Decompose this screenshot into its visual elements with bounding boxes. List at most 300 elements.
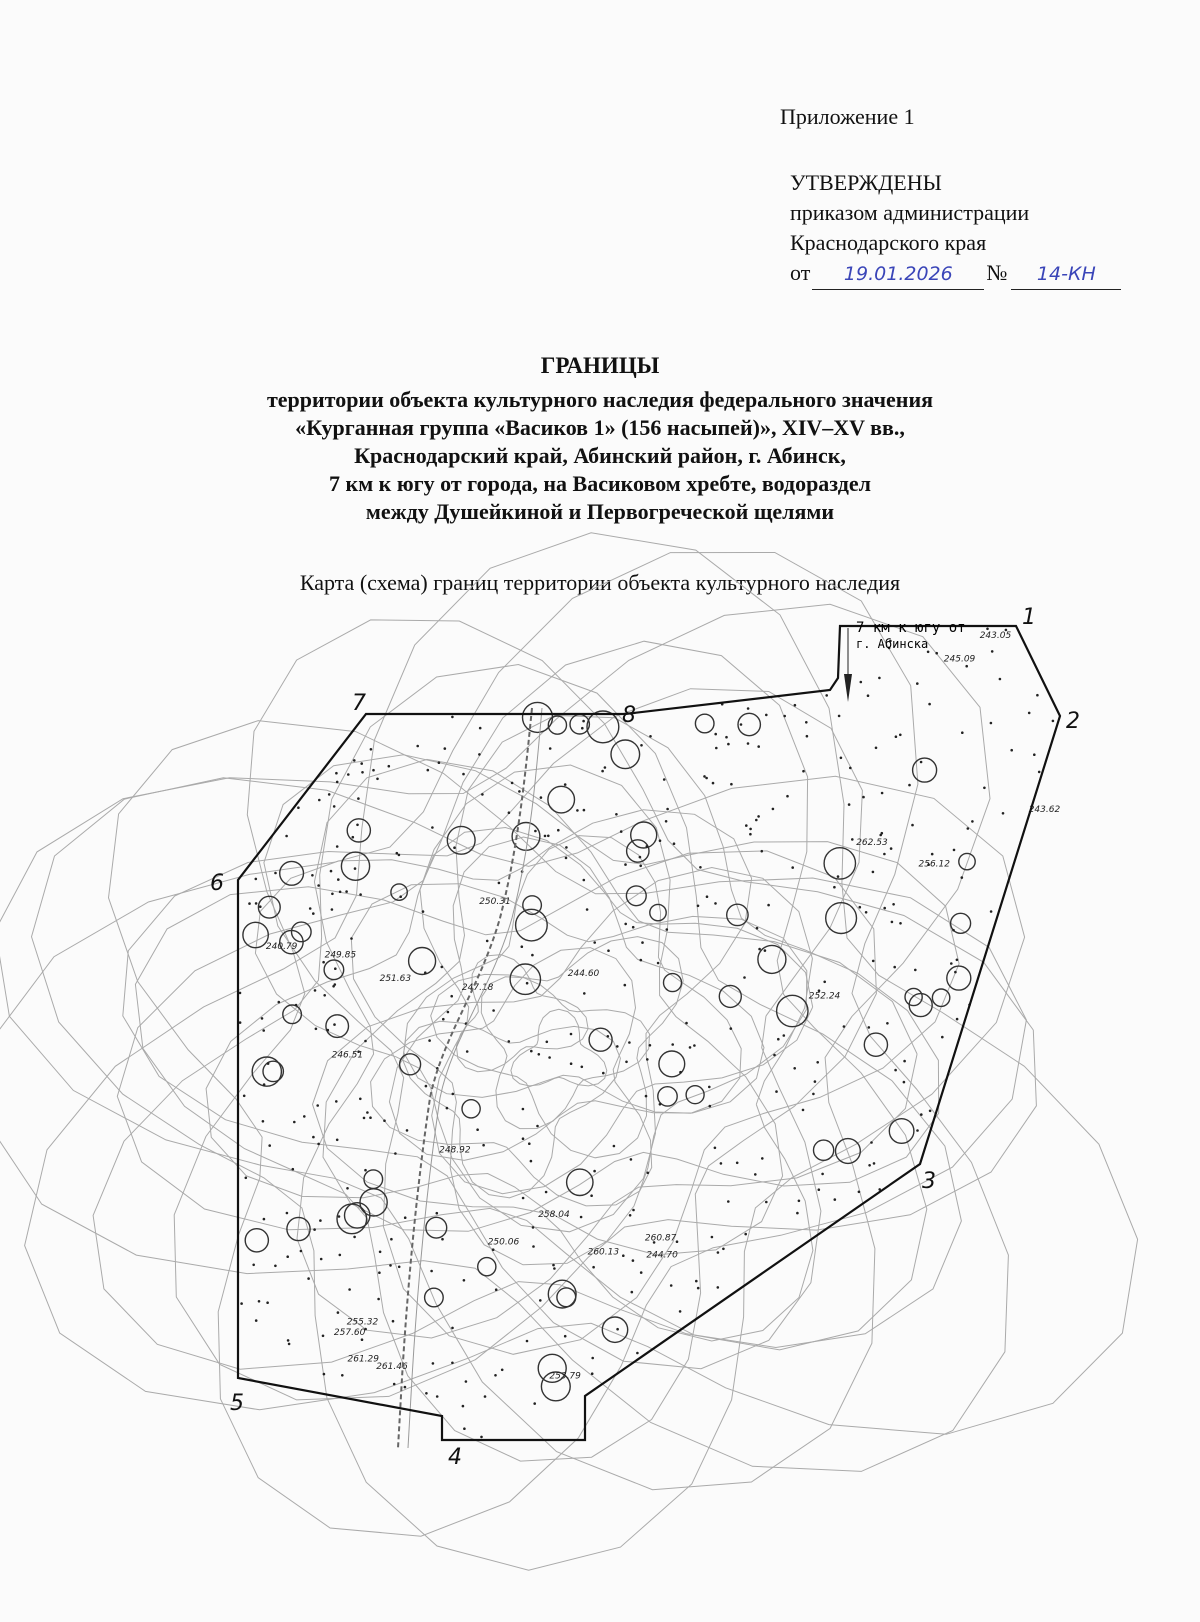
survey-point xyxy=(685,1022,688,1025)
location-note-line1: 7 км к югу от xyxy=(856,620,966,636)
survey-point xyxy=(858,1191,861,1194)
survey-point xyxy=(353,759,356,762)
survey-point xyxy=(479,727,482,730)
survey-point xyxy=(361,771,364,774)
survey-point xyxy=(334,967,337,970)
survey-point xyxy=(717,1251,720,1254)
survey-point xyxy=(892,903,895,906)
survey-point xyxy=(714,1147,717,1150)
burial-mound xyxy=(836,1139,861,1164)
corner-point-4: 4 xyxy=(448,1445,462,1470)
survey-point xyxy=(816,1061,819,1064)
survey-point xyxy=(695,1280,698,1283)
survey-point xyxy=(336,1139,339,1142)
elevation-label: 251.63 xyxy=(379,973,412,984)
survey-point xyxy=(388,765,391,768)
survey-point xyxy=(508,1040,511,1043)
survey-point xyxy=(649,1044,652,1047)
survey-point xyxy=(711,1236,714,1239)
survey-point xyxy=(613,1145,616,1148)
survey-point xyxy=(345,890,348,893)
survey-point xyxy=(786,795,789,798)
survey-point xyxy=(312,1136,315,1139)
survey-point xyxy=(462,773,465,776)
survey-point xyxy=(990,910,993,913)
survey-point xyxy=(986,628,989,631)
elevation-label: 250.06 xyxy=(487,1237,520,1248)
burial-mound xyxy=(548,1280,576,1308)
elevation-label: 250.31 xyxy=(479,897,511,908)
survey-point xyxy=(709,1105,712,1108)
survey-point xyxy=(899,922,902,925)
corner-point-8: 8 xyxy=(622,703,636,728)
survey-point xyxy=(722,1248,725,1251)
document-title xyxy=(0,352,1200,526)
survey-point xyxy=(767,904,770,907)
burial-mound xyxy=(932,989,949,1006)
title-line: Краснодарский край, Абинский район, г. Абинск, xyxy=(354,443,846,468)
survey-point xyxy=(645,1095,648,1098)
survey-point xyxy=(398,1266,401,1269)
survey-point xyxy=(262,1120,265,1123)
survey-point xyxy=(547,835,550,838)
road-track-edge xyxy=(408,708,542,1448)
contour-line xyxy=(109,721,1027,1537)
survey-point xyxy=(616,1328,619,1331)
survey-point xyxy=(286,1255,289,1258)
survey-point xyxy=(965,665,968,668)
burial-mound xyxy=(263,1061,283,1081)
survey-point xyxy=(328,793,331,796)
survey-point xyxy=(765,714,768,717)
burial-mound xyxy=(364,1170,383,1189)
survey-point xyxy=(843,1025,846,1028)
survey-point xyxy=(717,1286,720,1289)
survey-point xyxy=(570,1033,573,1036)
burial-mound xyxy=(548,786,575,813)
survey-point xyxy=(399,895,402,898)
survey-point xyxy=(783,1034,786,1037)
title-line: «Курганная группа «Васиков 1» (156 насыпей)», XIV–XV вв., xyxy=(295,415,905,440)
survey-point xyxy=(908,784,911,787)
survey-point xyxy=(451,716,454,719)
survey-point xyxy=(625,1061,628,1064)
elevation-label: 255.32 xyxy=(346,1317,379,1328)
survey-point xyxy=(640,1271,643,1274)
survey-point xyxy=(920,1113,923,1116)
approval-date-line xyxy=(790,258,1121,290)
survey-point xyxy=(522,1197,525,1200)
elevation-label: 260.13 xyxy=(587,1247,620,1258)
survey-point xyxy=(956,959,959,962)
corner-point-2: 2 xyxy=(1066,709,1080,734)
survey-point xyxy=(665,820,668,823)
survey-point xyxy=(549,747,552,750)
survey-point xyxy=(607,1035,610,1038)
survey-point xyxy=(530,1160,533,1163)
burial-mound xyxy=(814,1140,834,1160)
survey-point xyxy=(791,866,794,869)
survey-point xyxy=(859,906,862,909)
survey-point xyxy=(285,835,288,838)
survey-point xyxy=(615,813,618,816)
survey-point xyxy=(740,723,743,726)
survey-point xyxy=(447,1011,450,1014)
survey-point xyxy=(703,775,706,778)
survey-point xyxy=(697,905,700,908)
survey-point xyxy=(441,1238,444,1241)
burial-mound xyxy=(280,861,304,885)
burial-mound xyxy=(959,853,975,869)
burial-mound xyxy=(570,715,589,734)
contour-line xyxy=(389,837,764,1160)
survey-point xyxy=(424,971,427,974)
survey-point xyxy=(451,1362,454,1365)
survey-point xyxy=(720,1162,723,1165)
survey-point xyxy=(248,902,251,905)
survey-point xyxy=(526,982,529,985)
survey-point xyxy=(392,1320,395,1323)
survey-point xyxy=(636,1352,639,1355)
survey-point xyxy=(697,1287,700,1290)
survey-point xyxy=(581,727,584,730)
survey-point xyxy=(370,748,373,751)
elevation-label: 249.85 xyxy=(324,950,357,961)
burial-mound xyxy=(337,1204,367,1234)
survey-point xyxy=(620,830,623,833)
survey-point xyxy=(357,797,360,800)
survey-point xyxy=(366,1111,369,1114)
survey-point xyxy=(971,820,974,823)
survey-point xyxy=(1010,749,1013,752)
corner-point-5: 5 xyxy=(230,1391,244,1416)
burial-mound xyxy=(611,740,640,769)
survey-point xyxy=(312,912,315,915)
corner-point-3: 3 xyxy=(922,1169,936,1194)
contour-line xyxy=(135,851,876,1461)
survey-point xyxy=(430,1270,433,1273)
survey-point xyxy=(521,945,524,948)
burial-mound xyxy=(589,1028,612,1051)
survey-point xyxy=(346,1187,349,1190)
survey-point xyxy=(476,1128,479,1131)
survey-point xyxy=(339,1254,342,1257)
survey-point xyxy=(337,878,340,881)
survey-point xyxy=(935,652,938,655)
elevation-label: 244.70 xyxy=(646,1250,678,1261)
survey-point xyxy=(245,1177,248,1180)
survey-point xyxy=(482,1144,485,1147)
survey-point xyxy=(581,1066,584,1069)
survey-point xyxy=(540,796,543,799)
survey-point xyxy=(267,1062,270,1065)
corner-point-6: 6 xyxy=(210,871,224,896)
survey-point xyxy=(396,852,399,855)
survey-point xyxy=(339,891,342,894)
survey-point xyxy=(956,1018,959,1021)
survey-point xyxy=(438,761,441,764)
survey-point xyxy=(679,1310,682,1313)
survey-point xyxy=(873,1162,876,1165)
survey-point xyxy=(463,1279,466,1282)
survey-point xyxy=(331,908,334,911)
burial-mound xyxy=(631,822,657,848)
survey-point xyxy=(745,824,748,827)
survey-point xyxy=(508,811,511,814)
survey-point xyxy=(466,1050,469,1053)
survey-point xyxy=(532,1226,535,1229)
burial-mound xyxy=(567,1169,593,1195)
survey-point xyxy=(727,1200,730,1203)
survey-point xyxy=(895,735,898,738)
survey-point xyxy=(1036,694,1039,697)
survey-point xyxy=(714,733,717,736)
handwritten-date: 19.01.2026 xyxy=(812,259,984,290)
survey-point xyxy=(640,959,643,962)
survey-point xyxy=(495,1288,498,1291)
survey-point xyxy=(743,976,746,979)
survey-point xyxy=(725,736,728,739)
survey-point xyxy=(624,863,627,866)
survey-point xyxy=(548,1056,551,1059)
burial-mound xyxy=(824,848,855,879)
survey-point xyxy=(756,927,759,930)
survey-point xyxy=(360,762,363,765)
survey-point xyxy=(530,1050,533,1053)
survey-point xyxy=(359,1098,362,1101)
survey-point xyxy=(761,850,764,853)
survey-point xyxy=(865,911,868,914)
survey-point xyxy=(868,1164,871,1167)
approval-order-label: приказом администрации xyxy=(790,200,1030,225)
burial-mound xyxy=(905,988,922,1005)
survey-point xyxy=(802,770,805,773)
survey-point xyxy=(319,1219,322,1222)
survey-point xyxy=(255,878,258,881)
survey-point xyxy=(806,735,809,738)
survey-point xyxy=(840,757,843,760)
burial-mound xyxy=(426,1217,447,1238)
survey-point xyxy=(1033,753,1036,756)
burial-mound xyxy=(686,1086,704,1104)
survey-point xyxy=(406,1129,409,1132)
burial-mound xyxy=(523,702,553,732)
survey-point xyxy=(436,1395,439,1398)
survey-point xyxy=(330,870,333,873)
map-caption: Карта (схема) границ территории объекта культурного наследия xyxy=(299,570,901,595)
survey-point xyxy=(263,1083,266,1086)
survey-point xyxy=(715,747,718,750)
survey-point xyxy=(730,1027,733,1030)
survey-point xyxy=(848,803,851,806)
survey-point xyxy=(647,1172,650,1175)
title-heading: ГРАНИЦЫ xyxy=(540,353,660,378)
survey-point xyxy=(891,921,894,924)
survey-point xyxy=(862,796,865,799)
elevation-label: 243.62 xyxy=(1028,804,1061,815)
survey-point xyxy=(334,983,337,986)
survey-point xyxy=(749,828,752,831)
survey-point xyxy=(274,872,277,875)
survey-point xyxy=(990,722,993,725)
survey-point xyxy=(899,734,902,737)
survey-point xyxy=(557,829,560,832)
survey-point xyxy=(582,720,585,723)
burial-mound xyxy=(409,948,436,975)
elevation-label: 243.05 xyxy=(979,631,1012,642)
survey-point xyxy=(886,1022,889,1025)
survey-point xyxy=(544,835,547,838)
survey-point xyxy=(860,681,863,684)
survey-point xyxy=(1028,712,1031,715)
contour-line xyxy=(0,553,1008,1472)
survey-point xyxy=(883,907,886,910)
burial-mound xyxy=(658,1087,677,1106)
survey-point xyxy=(278,1001,281,1004)
survey-point xyxy=(255,902,258,905)
survey-point xyxy=(747,707,750,710)
survey-point xyxy=(441,966,444,969)
survey-point xyxy=(991,650,994,653)
survey-point xyxy=(646,1058,649,1061)
survey-point xyxy=(307,1277,310,1280)
survey-point xyxy=(492,1248,495,1251)
survey-point xyxy=(604,766,607,769)
survey-point xyxy=(432,1362,435,1365)
survey-point xyxy=(320,1258,323,1261)
survey-point xyxy=(522,1137,525,1140)
survey-point xyxy=(498,882,501,885)
survey-point xyxy=(353,1236,356,1239)
survey-point xyxy=(666,928,669,931)
survey-point xyxy=(825,694,828,697)
survey-point xyxy=(659,839,662,842)
survey-point xyxy=(394,1152,397,1155)
survey-point xyxy=(872,871,875,874)
survey-point xyxy=(348,1288,351,1291)
survey-point xyxy=(389,1264,392,1267)
survey-point xyxy=(576,809,579,812)
survey-point xyxy=(239,1021,242,1024)
survey-point xyxy=(714,902,717,905)
survey-point xyxy=(416,745,419,748)
survey-point xyxy=(335,1100,338,1103)
elevation-label: 261.46 xyxy=(376,1362,408,1373)
survey-point xyxy=(765,1201,768,1204)
survey-point xyxy=(311,874,314,877)
survey-point xyxy=(834,1198,837,1201)
survey-point xyxy=(379,1251,382,1254)
survey-point xyxy=(428,1039,431,1042)
survey-point xyxy=(814,1080,817,1083)
elevation-label: 256.12 xyxy=(918,859,950,870)
survey-point xyxy=(532,1245,535,1248)
survey-point xyxy=(630,1158,633,1161)
survey-point xyxy=(492,1009,495,1012)
survey-point xyxy=(565,846,568,849)
survey-point xyxy=(670,1284,673,1287)
survey-point xyxy=(796,1212,799,1215)
survey-point xyxy=(372,769,375,772)
contour-line xyxy=(25,533,1138,1435)
elevation-label: 260.87 xyxy=(644,1233,677,1244)
survey-point xyxy=(657,962,660,965)
survey-point xyxy=(286,1212,289,1215)
survey-point xyxy=(798,1200,801,1203)
survey-point xyxy=(631,1291,634,1294)
survey-point xyxy=(777,1038,780,1041)
survey-point xyxy=(259,905,262,908)
burial-mound xyxy=(258,896,280,918)
survey-point xyxy=(316,1104,319,1107)
survey-point xyxy=(689,1046,692,1049)
survey-point xyxy=(356,824,359,827)
survey-point xyxy=(450,995,453,998)
survey-point xyxy=(602,1072,605,1075)
survey-point xyxy=(646,845,649,848)
survey-point xyxy=(404,1386,407,1389)
survey-point xyxy=(747,742,750,745)
survey-point xyxy=(639,856,642,859)
handwritten-number: 14-КН xyxy=(1011,259,1121,290)
survey-point xyxy=(772,808,775,811)
survey-point xyxy=(317,1143,320,1146)
survey-point xyxy=(327,1029,330,1032)
survey-point xyxy=(539,1299,542,1302)
approved-label: УТВЕРЖДЕНЫ xyxy=(790,170,942,195)
title-line: 7 км к югу от города, на Васиковом хребте, водораздел xyxy=(329,471,871,496)
survey-point xyxy=(952,929,955,932)
survey-point xyxy=(354,867,357,870)
location-note-line2: г. Абинска xyxy=(856,637,929,651)
survey-point xyxy=(369,1116,372,1119)
survey-point xyxy=(953,849,956,852)
survey-point xyxy=(565,857,568,860)
survey-point xyxy=(812,1093,815,1096)
survey-point xyxy=(679,1071,682,1074)
survey-point xyxy=(1002,812,1005,815)
survey-point xyxy=(337,1311,340,1314)
survey-point xyxy=(624,923,627,926)
survey-point xyxy=(262,1029,265,1032)
survey-point xyxy=(333,1023,336,1026)
date-prefix: от xyxy=(790,260,811,285)
survey-point xyxy=(641,941,644,944)
survey-point xyxy=(1038,771,1041,774)
survey-point xyxy=(903,1081,906,1084)
survey-point xyxy=(446,1107,449,1110)
survey-point xyxy=(404,1216,407,1219)
survey-point xyxy=(364,1169,367,1172)
survey-point xyxy=(422,910,425,913)
survey-point xyxy=(263,1218,266,1221)
survey-point xyxy=(699,866,702,869)
elevation-label: 247.18 xyxy=(461,982,494,993)
elevation-label: 246.51 xyxy=(331,1050,364,1061)
survey-point xyxy=(444,747,447,750)
title-line: территории объекта культурного наследия федерального значения xyxy=(266,387,934,412)
survey-point xyxy=(920,761,923,764)
survey-point xyxy=(378,1271,381,1274)
survey-point xyxy=(336,845,339,848)
survey-point xyxy=(775,1090,778,1093)
burial-mound xyxy=(650,904,666,920)
survey-point xyxy=(427,769,430,772)
survey-point xyxy=(640,744,643,747)
survey-point xyxy=(546,1041,549,1044)
survey-point xyxy=(322,961,325,964)
survey-point xyxy=(757,815,760,818)
